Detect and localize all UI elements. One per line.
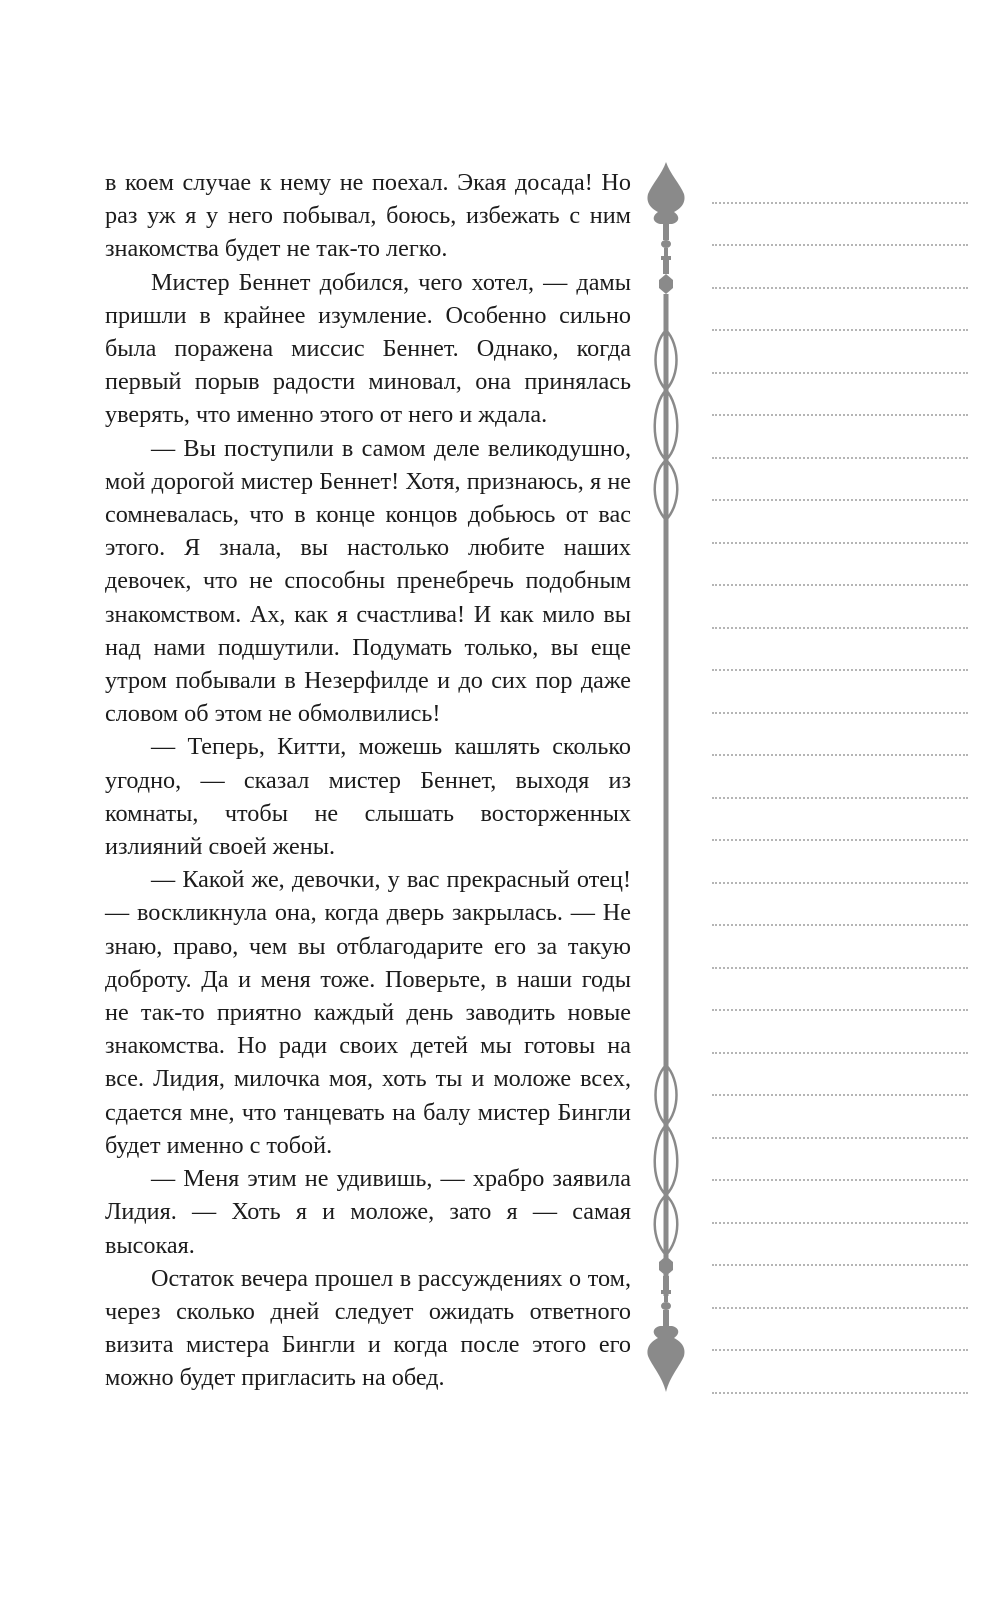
note-line: [712, 712, 968, 714]
finial-divider-icon: [636, 160, 696, 1400]
note-line: [712, 1307, 968, 1309]
note-line: [712, 1179, 968, 1181]
paragraph-6: — Меня этим не удивишь, — храбро заявила Лидия. — Хоть я и моложе, зато я — самая высокая.: [105, 1165, 631, 1259]
note-line: [712, 414, 968, 416]
note-line: [712, 627, 968, 629]
note-line: [712, 329, 968, 331]
note-line: [712, 797, 968, 799]
note-line: [712, 202, 968, 204]
note-line: [712, 669, 968, 671]
note-line: [712, 244, 968, 246]
note-line: [712, 1052, 968, 1054]
note-line: [712, 1009, 968, 1011]
note-line: [712, 1094, 968, 1096]
note-line: [712, 1222, 968, 1224]
note-line: [712, 967, 968, 969]
paragraph-1: в коем случае к нему не поехал. Экая досада! Но раз уж я у него побывал, боюсь, избежать с ним знакомства будет не так-то легко.: [105, 169, 631, 263]
paragraph-2: Мистер Беннет добился, чего хотел, — дамы пришли в крайнее изумление. Особенно сильно была поражена миссис Беннет. Однако, когда первый порыв радости миновал, она принялась уверять, что именно этого от него и ждала.: [105, 268, 631, 429]
body-text: [105, 166, 631, 1395]
note-line: [712, 1137, 968, 1139]
note-line: [712, 1349, 968, 1351]
paragraph-7: Остаток вечера прошел в рассуждениях о том, через сколько дней следует ожидать ответного визита мистера Бингли и когда после этого его можно будет пригласить на обед.: [105, 1264, 631, 1392]
note-line: [712, 542, 968, 544]
note-line: [712, 1392, 968, 1394]
note-line: [712, 924, 968, 926]
note-line: [712, 1264, 968, 1266]
note-line: [712, 287, 968, 289]
note-line: [712, 754, 968, 756]
notes-area: [712, 166, 968, 1396]
note-line: [712, 839, 968, 841]
paragraph-3: — Вы поступили в самом деле великодушно, мой дорогой мистер Беннет! Хотя, признаюсь, я не сомневалась, что в конце концов добьюсь от вас этого. Я знала, вы настолько любите наших девочек, что не способны пренебречь подобным знакомством. Ах, как я счастлива! И как мило вы над нами подшутили. Подумать только, вы еще утром побывали в Незерфилде и до сих пор даже словом об этом не обмолвились!: [105, 434, 631, 728]
note-line: [712, 882, 968, 884]
note-line: [712, 584, 968, 586]
paragraph-5: — Какой же, девочки, у вас прекрасный отец! — воскликнула она, когда дверь закрылась. — Не знаю, право, чем вы отблагодарите его за такую доброту. Да и меня тоже. Поверьте, в наши годы не так-то приятно каждый день заводить новые знакомства. Но ради своих детей мы готовы на все. Лидия, милочка моя, хоть ты и моложе всех, сдается мне, что танцевать на балу мистер Бингли будет именно с тобой.: [105, 866, 631, 1159]
paragraph-4: — Теперь, Китти, можешь кашлять сколько угодно, — сказал мистер Беннет, выходя из комнаты, чтобы не слышать восторженных излияний своей жены.: [105, 733, 631, 861]
note-line: [712, 499, 968, 501]
note-line: [712, 372, 968, 374]
note-line: [712, 457, 968, 459]
